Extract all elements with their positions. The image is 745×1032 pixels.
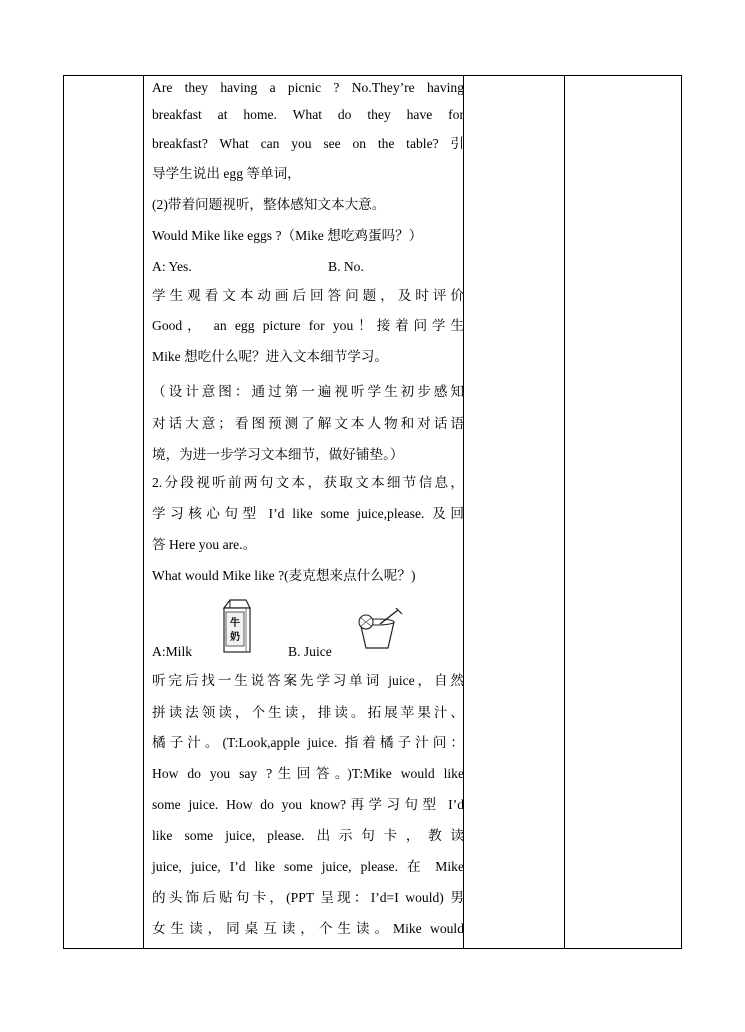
text-line: 女生读，同桌互读，个生读。Mike would <box>152 921 464 936</box>
text-line: 境，为进一步学习文本细节，做好铺垫。） <box>152 447 404 462</box>
text-line: (2)带着问题视听，整体感知文本大意。 <box>152 197 386 212</box>
lesson-table <box>63 75 682 949</box>
text-line: Good， an egg picture for you！接着问学生 <box>152 318 464 333</box>
text-line: 导学生说出 egg 等单词， <box>152 166 301 181</box>
text-line: breakfast at home. What do they have for <box>152 107 464 122</box>
text-line: Would Mike like eggs ?（Mike 想吃鸡蛋吗？） <box>152 228 423 243</box>
juice-glass-picture <box>352 608 404 652</box>
milk-carton-picture <box>220 598 252 654</box>
text-line: 对话大意；看图预测了解文本人物和对话语 <box>152 416 464 431</box>
text-line: 听完后找一生说答案先学习单词 juice，自然 <box>152 673 464 688</box>
option-b: B. No. <box>328 259 364 274</box>
text-line: （设计意图：通过第一遍视听学生初步感知 <box>152 384 464 399</box>
text-line: 拼读法领读，个生读，排读。拓展苹果汁、 <box>152 705 464 720</box>
text-line: What would Mike like ?(麦克想来点什么呢？) <box>152 568 416 583</box>
option-milk: A:Milk <box>152 644 193 659</box>
text-line: juice, juice, I’d like some juice, please. 在 Mike <box>152 859 464 874</box>
text-line: 学习核心句型 I’d like some juice,please. 及回 <box>152 506 464 521</box>
text-line: 答 Here you are.。 <box>152 537 257 552</box>
text-line: like some juice, please. 出示句卡，教读 <box>152 828 464 843</box>
milk-carton-label-2: 奶 <box>230 632 240 643</box>
column-divider-3 <box>564 76 565 948</box>
text-line: How do you say ?生回答。)T:Mike would like <box>152 766 464 781</box>
text-line: breakfast? What can you see on the table? 引 <box>152 136 464 151</box>
text-line: Are they having a picnic ? No.They’re having <box>152 80 464 95</box>
column-divider-1 <box>143 76 144 948</box>
text-line: Mike 想吃什么呢？进入文本细节学习。 <box>152 349 388 364</box>
text-line: 学生观看文本动画后回答问题，及时评价 <box>152 288 464 303</box>
text-line: 橘子汁。(T:Look,apple juice. 指着橘子汁问： <box>152 735 464 750</box>
text-line: 2.分段视听前两句文本，获取文本细节信息， <box>152 475 464 490</box>
text-line: some juice. How do you know?再学习句型 I’d <box>152 797 464 812</box>
text-line: 的头饰后贴句卡，(PPT 呈现：I’d=I would) 男 <box>152 890 464 905</box>
option-a: A: Yes. <box>152 259 192 274</box>
milk-carton-label-1: 牛 <box>230 618 240 629</box>
option-juice: B. Juice <box>288 644 332 659</box>
